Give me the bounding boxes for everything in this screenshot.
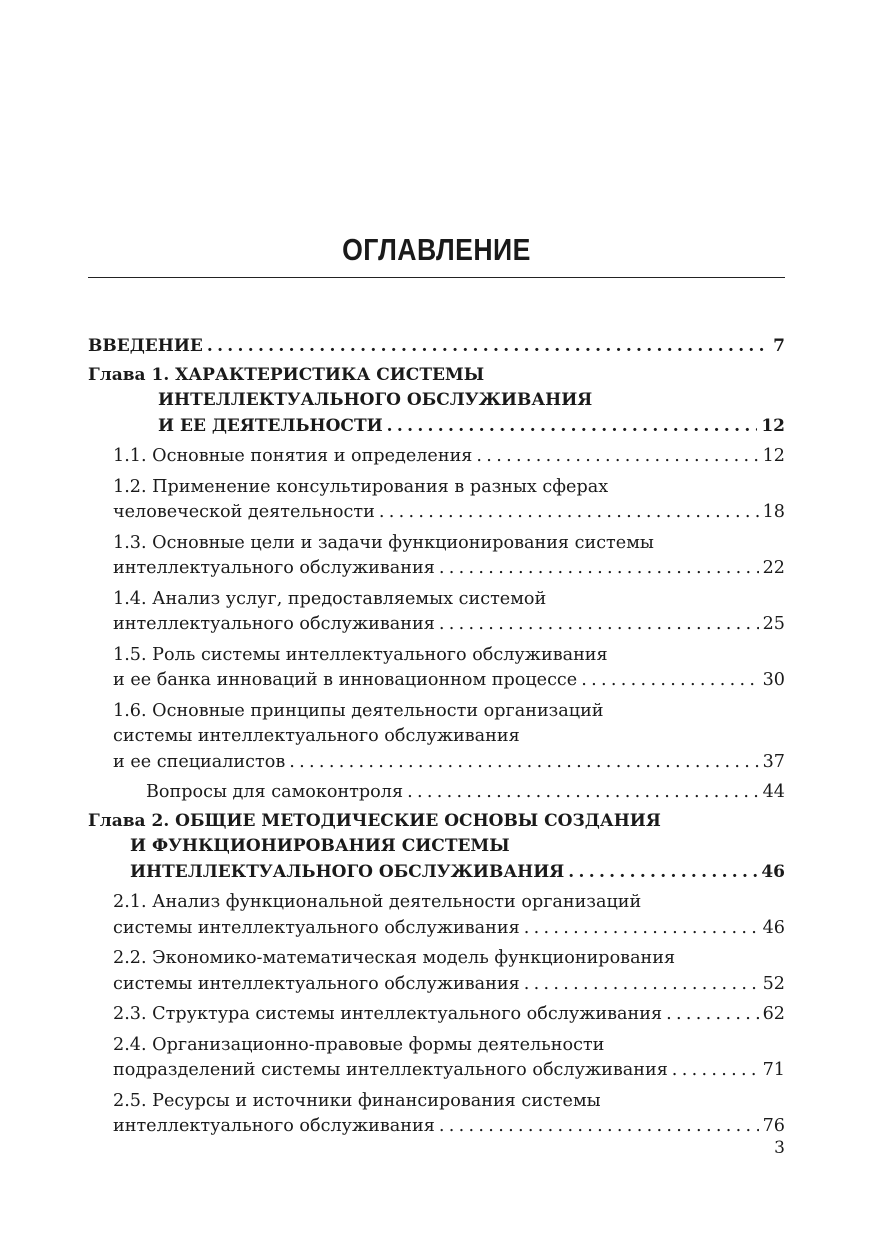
dot-leader — [387, 414, 758, 440]
toc-entry-title: ВВЕДЕНИЕ — [88, 336, 203, 356]
title-divider — [88, 277, 785, 278]
section-title-line: человеческой деятельности — [113, 502, 375, 522]
toc-page-number: 12 — [762, 446, 785, 466]
dot-leader — [439, 1114, 759, 1140]
dot-leader — [581, 668, 758, 694]
toc-section-2-3[interactable] — [88, 1002, 785, 1028]
toc-section-2-1[interactable] — [88, 890, 785, 941]
dot-leader — [289, 750, 758, 776]
section-title-line: системы интеллектуального обслуживания — [113, 726, 520, 746]
dot-leader — [568, 860, 757, 886]
section-title-line: 2.5. Ресурсы и источники финансирования системы — [113, 1090, 601, 1111]
section-title-line: интеллектуального обслуживания — [113, 558, 435, 578]
toc-page-number: 71 — [762, 1060, 785, 1080]
toc-section-1-2[interactable] — [88, 475, 785, 526]
toc-chapter-2[interactable] — [88, 809, 785, 886]
section-title-line: интеллектуального обслуживания — [113, 614, 435, 634]
dot-leader — [439, 556, 759, 582]
dot-leader — [666, 1002, 759, 1028]
toc-section-2-4[interactable] — [88, 1033, 785, 1084]
toc-section-1-3[interactable] — [88, 531, 785, 582]
toc-section-2-5[interactable] — [88, 1089, 785, 1140]
chapter-title-line: ИНТЕЛЛЕКТУАЛЬНОГО ОБСЛУЖИВАНИЯ — [158, 390, 593, 410]
dot-leader — [439, 612, 759, 638]
toc-page-number: 52 — [762, 973, 785, 994]
dot-leader — [524, 916, 759, 942]
dot-leader — [476, 444, 758, 470]
toc-section-1-5[interactable] — [88, 643, 785, 694]
toc-page-number: 46 — [761, 861, 785, 882]
toc-page-number: 12 — [761, 415, 785, 436]
toc-entry-intro[interactable] — [88, 334, 785, 360]
toc-page-number: 30 — [762, 670, 785, 690]
toc-page-number: 37 — [762, 751, 785, 772]
page-number: 3 — [774, 1138, 785, 1158]
section-title-line: 1.4. Анализ услуг, предоставляемых системой — [113, 588, 547, 609]
toc-page-number: 76 — [762, 1116, 785, 1136]
section-title-line: 2.3. Структура системы интеллектуального обслуживания — [113, 1004, 663, 1024]
chapter-title-line: И ЕЕ ДЕЯТЕЛЬНОСТИ — [158, 415, 383, 436]
section-title-line: 1.5. Роль системы интеллектуального обслуживания — [113, 644, 608, 665]
section-title-line: и ее банка инноваций в инновационном процессе — [113, 670, 578, 690]
chapter-title-line: И ФУНКЦИОНИРОВАНИЯ СИСТЕМЫ — [130, 836, 510, 856]
section-title-line: подразделений системы интеллектуального обслуживания — [113, 1060, 668, 1080]
toc-chapter-1[interactable] — [88, 363, 785, 440]
toc-section-2-2[interactable] — [88, 946, 785, 997]
toc-section-1-4[interactable] — [88, 587, 785, 638]
section-title-line: системы интеллектуального обслуживания — [113, 973, 520, 994]
toc-section-1-1[interactable] — [88, 444, 785, 470]
section-title-line: 2.2. Экономико-математическая модель функционирования — [113, 948, 676, 968]
dot-leader — [207, 334, 769, 360]
section-title-line: 2.1. Анализ функциональной деятельности организаций — [113, 892, 642, 912]
dot-leader — [407, 780, 759, 806]
section-title-line: 1.3. Основные цели и задачи функционирования системы — [113, 532, 654, 553]
toc-questions-1[interactable] — [88, 780, 785, 806]
section-title-line: 2.4. Организационно-правовые формы деятельности — [113, 1034, 605, 1055]
section-title-line: 1.2. Применение консультирования в разных сферах — [113, 476, 609, 497]
section-title-line: и ее специалистов — [113, 751, 286, 772]
toc-page-number: 7 — [773, 336, 785, 356]
chapter-title-line: Глава 1. ХАРАКТЕРИСТИКА СИСТЕМЫ — [88, 364, 485, 385]
section-title-line: 1.6. Основные принципы деятельности организаций — [113, 700, 604, 721]
toc-page-number: 62 — [762, 1004, 785, 1024]
toc-page-number: 25 — [762, 614, 785, 634]
toc-section-1-6[interactable] — [88, 699, 785, 776]
dot-leader — [379, 500, 759, 526]
toc-page-number: 44 — [762, 782, 785, 802]
chapter-title-line: ИНТЕЛЛЕКТУАЛЬНОГО ОБСЛУЖИВАНИЯ — [130, 861, 565, 882]
section-title-line: системы интеллектуального обслуживания — [113, 917, 520, 938]
section-title-line: Вопросы для самоконтроля — [146, 782, 404, 802]
toc-page-number: 46 — [762, 917, 785, 938]
section-title-line: интеллектуального обслуживания — [113, 1116, 435, 1136]
toc-page-number: 18 — [762, 502, 785, 522]
dot-leader — [672, 1058, 759, 1084]
section-title-line: 1.1. Основные понятия и определения — [113, 446, 473, 466]
chapter-title-line: Глава 2. ОБЩИЕ МЕТОДИЧЕСКИЕ ОСНОВЫ СОЗДАНИЯ — [88, 810, 661, 831]
table-of-contents — [88, 334, 785, 1140]
page-title: ОГЛАВЛЕНИЕ — [342, 232, 531, 267]
dot-leader — [524, 972, 759, 998]
toc-page-number: 22 — [762, 558, 785, 578]
